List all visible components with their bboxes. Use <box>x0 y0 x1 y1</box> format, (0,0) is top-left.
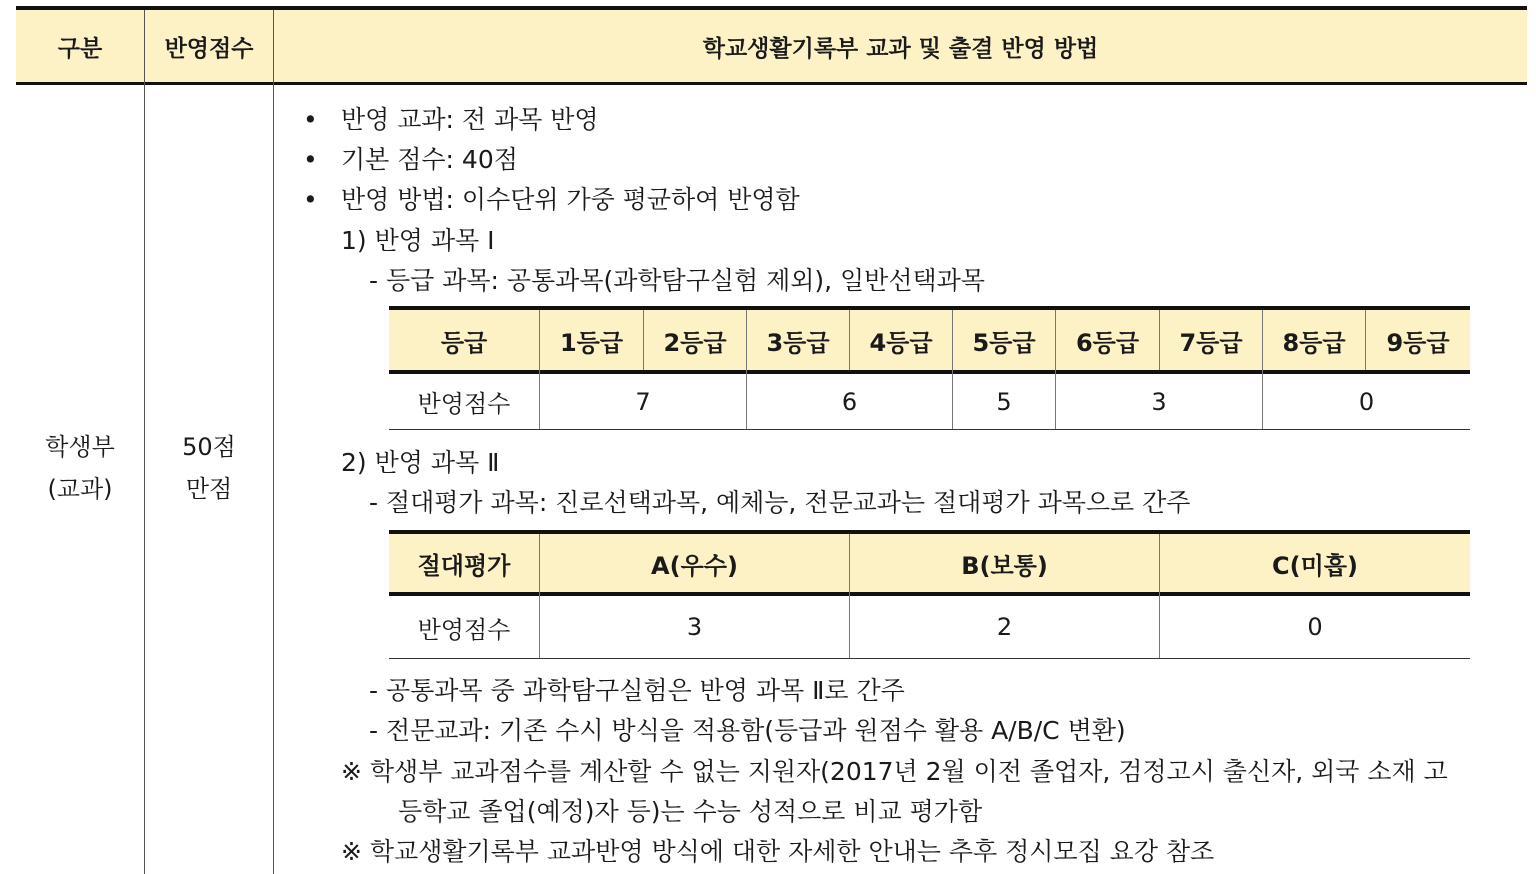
grade-score: 5 <box>996 387 1012 416</box>
abs-score: 2 <box>996 613 1013 641</box>
note-line: - 공통과목 중 과학탐구실험은 반영 과목 Ⅱ로 간주 <box>369 676 905 705</box>
category-line-1: 학생부 <box>45 433 115 461</box>
note-line: - 전문교과: 기존 수시 방식을 적용함(등급과 원점수 활용 A/B/C 변환) <box>369 716 1126 745</box>
remark-line: ※ 학교생활기록부 교과반영 방식에 대한 자세한 안내는 추후 정시모집 요강 참조 <box>341 837 1215 866</box>
grade-header: 7등급 <box>1179 328 1243 357</box>
grade-header-label: 등급 <box>440 328 488 357</box>
abs-level-header: B(보통) <box>961 551 1048 580</box>
grade-header: 6등급 <box>1075 328 1140 357</box>
header-category: 구분 <box>57 35 103 62</box>
score-line-2: 만점 <box>185 475 233 503</box>
category-cell <box>16 426 144 510</box>
abs-header-label: 절대평가 <box>417 551 511 580</box>
abs-table-bottom-rule <box>389 658 1470 659</box>
grade-header: 4등급 <box>869 328 933 357</box>
section-2-title: 2) 반영 과목 Ⅱ <box>341 448 500 477</box>
bullet-item: • 반영 교과: 전 과목 반영 <box>341 103 599 137</box>
grade-table <box>389 306 1470 431</box>
category-line-2: (교과) <box>47 475 113 503</box>
method-cell <box>291 85 1527 874</box>
grade-score: 0 <box>1358 387 1375 416</box>
remark-line: ※ 학생부 교과점수를 계산할 수 없는 지원자(2017년 2월 이전 졸업자, 검정고시 출신자, 외국 소재 고 <box>341 757 1448 786</box>
grade-header: 5등급 <box>972 328 1036 357</box>
grade-header: 2등급 <box>663 328 727 357</box>
column-divider <box>273 10 274 874</box>
grade-header: 8등급 <box>1282 328 1346 357</box>
grade-header: 9등급 <box>1386 328 1450 357</box>
admission-table <box>16 6 1527 874</box>
abs-row-label: 반영점수 <box>417 615 511 644</box>
grade-header: 1등급 <box>559 328 624 357</box>
abs-level-header: C(미흡) <box>1272 551 1358 580</box>
score-cell <box>145 426 273 510</box>
header-score: 반영점수 <box>164 35 254 62</box>
remark-line: 등학교 졸업(예정)자 등)는 수능 성적으로 비교 평가함 <box>398 797 983 826</box>
section-1-note: - 등급 과목: 공통과목(과학탐구실험 제외), 일반선택과목 <box>369 266 985 295</box>
grade-score: 6 <box>841 387 858 416</box>
header-method: 학교생활기록부 교과 및 출결 반영 방법 <box>702 35 1099 62</box>
grade-header: 3등급 <box>766 328 830 357</box>
abs-score: 0 <box>1307 613 1323 641</box>
grade-table-bottom-rule <box>389 429 1470 430</box>
section-2-note: - 절대평가 과목: 진로선택과목, 예체능, 전문교과는 절대평가 과목으로 간주 <box>369 488 1191 517</box>
grade-score: 3 <box>1151 387 1167 416</box>
absolute-eval-table <box>389 530 1470 660</box>
abs-level-header: A(우수) <box>651 551 738 580</box>
abs-score: 3 <box>686 613 703 641</box>
bullet-item: • 기본 점수: 40점 <box>341 143 518 177</box>
bullet-item: • 반영 방법: 이수단위 가중 평균하여 반영함 <box>341 183 800 217</box>
grade-score: 7 <box>635 387 651 416</box>
section-1-title: 1) 반영 과목 Ⅰ <box>341 226 495 255</box>
grade-row-label: 반영점수 <box>417 390 511 418</box>
score-line-1: 50점 <box>182 433 236 461</box>
